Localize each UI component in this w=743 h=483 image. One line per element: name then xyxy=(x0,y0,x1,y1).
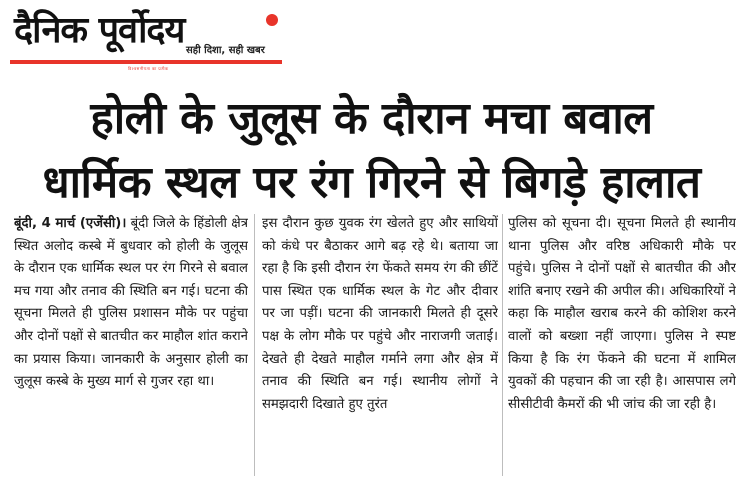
masthead xyxy=(10,4,290,74)
headline-line-1: होली के जुलूस के दौरान मचा बवाल xyxy=(90,93,653,144)
dateline: बूंदी, 4 मार्च (एजेंसी)। xyxy=(14,216,127,231)
article-column-2 xyxy=(262,213,498,478)
newspaper-logo: दैनिक पूर्वोदय xyxy=(14,10,185,51)
masthead-subline: विश्वसनीयता का प्रतीक xyxy=(128,66,169,71)
masthead-tagline: सही दिशा, सही खबर xyxy=(186,45,265,56)
column-divider xyxy=(254,214,255,476)
logo-dot-icon xyxy=(266,14,278,26)
column-1-text: बूंदी जिले के हिंडोली क्षेत्र स्थित अलोद कस्बे में बुधवार को होली के जुलूस के दौरान एक धार्मिक स्थल पर रंग गिरने से बवाल मच गया और तनाव की स्थिति बन गई। घटना की सूचना मिलते ही पुलिस प्रशासन मौके पर पहुंचा और दोनों पक्षों से बातचीत कर माहौल शांत कराने का प्रयास किया। जानकारी के अनुसार होली का जुलूस कस्बे के मुख्य मार्ग से गुजर रहा था। xyxy=(14,216,248,390)
column-3-text: पुलिस को सूचना दी। सूचना मिलते ही स्थानीय थाना पुलिस और वरिष्ठ अधिकारी मौके पर पहुंचे। पुलिस ने दोनों पक्षों से बातचीत की और शांति बनाए रखने की अपील की। अधिकारियों ने कहा कि माहौल खराब करने की कोशिश करने वालों को बख्शा नहीं जाएगा। पुलिस ने स्पष्ट किया है कि रंग फेंकने की घटना में शामिल युवकों की पहचान की जा रही है। आसपास लगे सीसीटीवी कैमरों की भी जांच की जा रही है। xyxy=(508,216,736,412)
masthead-rule xyxy=(10,60,282,64)
column-2-text: इस दौरान कुछ युवक रंग खेलते हुए और साथियों को कंधे पर बैठाकर आगे बढ़ रहे थे। बताया जा रहा है कि इसी दौरान रंग फेंकते समय रंग की छींटें पास स्थित एक धार्मिक स्थल के गेट और दीवार पर जा पड़ीं। घटना की जानकारी मिलते ही दूसरे पक्ष के लोग मौके पर पहुंचे और नाराजगी जताई। देखते ही देखते माहौल गर्माने लगा और क्षेत्र में तनाव की स्थिति बन गई। स्थानीय लोगों ने समझदारी दिखाते हुए तुरंत xyxy=(262,216,498,412)
headline-line-2: धार्मिक स्थल पर रंग गिरने से बिगड़े हालात xyxy=(42,157,701,208)
article-column-3 xyxy=(508,213,736,478)
column-divider xyxy=(502,214,503,476)
article-column-1 xyxy=(14,213,248,478)
